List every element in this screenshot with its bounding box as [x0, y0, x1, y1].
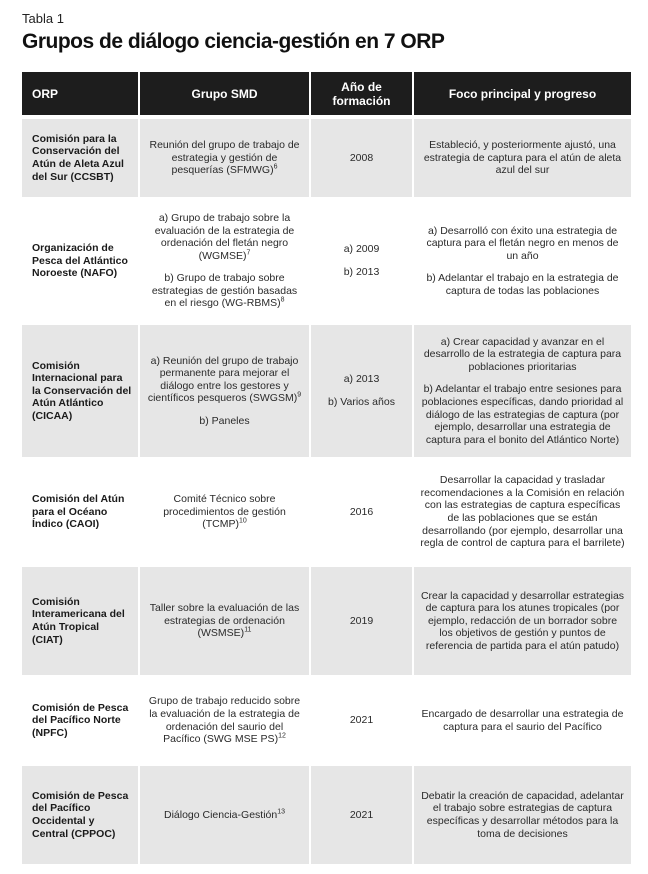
cell-anio-text: 2021 [349, 808, 374, 821]
cell-grupo-smd-paragraph [146, 355, 303, 405]
cell-foco-text: Encargado de desarrollar una estrategia de captura para el saurio del Pacífico [421, 707, 624, 733]
footnote-marker: 11 [244, 626, 252, 634]
cell-orp: Comisión Interamericana del Atún Tropical (CIAT) [22, 565, 139, 677]
cell-anio [310, 117, 413, 199]
footnote-marker: 8 [280, 296, 285, 304]
cell-foco-paragraph [420, 272, 625, 297]
cell-foco [413, 764, 631, 864]
cell-foco-paragraph [420, 336, 625, 374]
header-foco: Foco principal y progreso [413, 72, 631, 117]
footnote-marker: 7 [246, 249, 251, 257]
cell-grupo-smd-text: Grupo de trabajo reducido sobre la evaluación de la estrategia de ordenación del saurio del Pacífico (SWG MSE PS) [148, 695, 301, 746]
cell-foco [413, 199, 631, 323]
cell-foco-text: b) Adelantar el trabajo entre sesiones para poblaciones específicas, dando prioridad al diálogo de las estrategias de captura (por ejemplo, desarrollar una estrategia de captura para el bonito del Atlántico Norte) [421, 383, 624, 446]
paragraph-gap [420, 262, 625, 272]
cell-grupo-smd-paragraph [146, 695, 303, 745]
cell-anio-text: b) Varios años [328, 396, 395, 408]
paragraph-gap [317, 256, 406, 266]
footnote-marker: 9 [297, 391, 302, 399]
table-row [22, 323, 631, 459]
header-grupo-smd: Grupo SMD [139, 72, 310, 117]
table-row [22, 764, 631, 864]
cell-anio [310, 677, 413, 764]
footnote-marker: 10 [238, 517, 247, 525]
cell-grupo-smd-text: Reunión del grupo de trabajo de estrategia y gestión de pesquerías (SFMWG) [149, 139, 300, 177]
cell-anio-text: 2021 [349, 714, 374, 727]
table-caption: Tabla 1 [22, 11, 64, 26]
cell-anio-paragraph [317, 615, 406, 628]
cell-foco-text: Debatir la creación de capacidad, adelantar el trabajo sobre estrategias de captura específicas y desarrollar métodos para la toma de decisiones [421, 789, 624, 840]
cell-grupo-smd-paragraph [146, 493, 303, 531]
cell-anio-paragraph [317, 373, 406, 386]
cell-grupo-smd [139, 565, 310, 677]
cell-foco-text: a) Desarrolló con éxito una estrategia de captura para el fletán negro en menos de un año [426, 224, 619, 262]
table-row [22, 117, 631, 199]
cell-foco-paragraph [420, 139, 625, 177]
cell-grupo-smd-paragraph [146, 809, 303, 822]
cell-grupo-smd-text: Diálogo Ciencia-Gestión [163, 808, 278, 821]
cell-anio-paragraph [317, 243, 406, 256]
cell-grupo-smd-paragraph [146, 139, 303, 177]
cell-anio [310, 764, 413, 864]
cell-grupo-smd-paragraph [146, 602, 303, 640]
cell-foco-text: a) Crear capacidad y avanzar en el desarrollo de la estrategia de captura para poblaciones prioritarias [423, 335, 622, 373]
cell-grupo-smd-text: b) Grupo de trabajo sobre estrategias de gestión basadas en el riesgo (WG-RBMS) [151, 272, 298, 310]
cell-foco-text: Crear la capacidad y desarrollar estrategias de captura para los atunes tropicales (por ejemplo, redacción de un borrador sobre los objetivos de gestión y puntos de referencia de partida para el atún patudo) [420, 589, 625, 652]
table-row [22, 565, 631, 677]
cell-orp: Comisión del Atún para el Océano Índico (CAOI) [22, 459, 139, 565]
cell-anio-paragraph [317, 266, 406, 279]
cell-foco-paragraph [420, 590, 625, 653]
footnote-marker: 6 [273, 163, 278, 171]
cell-foco-text: Desarrollar la capacidad y trasladar recomendaciones a la Comisión en relación con las estrategias de captura específicas de las poblaciones que se están desarrollando (por ejemplo, desarrollar una regla de control de captura para el barrilete) [420, 474, 625, 550]
table-row [22, 677, 631, 764]
cell-foco [413, 117, 631, 199]
cell-grupo-smd [139, 323, 310, 459]
cell-anio-text: 2019 [349, 614, 374, 627]
cell-grupo-smd-paragraph [146, 272, 303, 310]
cell-anio [310, 565, 413, 677]
cell-anio-paragraph [317, 809, 406, 822]
cell-foco [413, 677, 631, 764]
cell-orp: Comisión Internacional para la Conservación del Atún Atlántico (CICAA) [22, 323, 139, 459]
cell-anio [310, 459, 413, 565]
footnote-marker: 12 [278, 732, 286, 740]
cell-orp: Comisión de Pesca del Pacífico Norte (NPFC) [22, 677, 139, 764]
cell-foco-text: Estableció, y posteriormente ajustó, una estrategia de captura para el atún de aleta azul del sur [423, 139, 622, 177]
cell-grupo-smd [139, 459, 310, 565]
cell-grupo-smd-text: Taller sobre la evaluación de las estrategias de ordenación (WSMSE) [149, 602, 300, 640]
cell-anio-paragraph [317, 506, 406, 519]
cell-foco-paragraph [420, 790, 625, 840]
cell-orp: Comisión de Pesca del Pacífico Occidental y Central (CPPOC) [22, 764, 139, 864]
cell-anio-text: a) 2009 [343, 243, 380, 256]
cell-grupo-smd [139, 199, 310, 323]
cell-grupo-smd [139, 677, 310, 764]
table-row [22, 199, 631, 323]
cell-anio-text: 2008 [349, 151, 374, 164]
cell-anio-paragraph [317, 152, 406, 165]
cell-foco [413, 459, 631, 565]
cell-grupo-smd-text: a) Reunión del grupo de trabajo permanente para mejorar el diálogo entre los gestores y científicos pesqueros (SWGSM) [147, 354, 299, 405]
cell-anio-text: a) 2013 [343, 373, 380, 386]
cell-foco-paragraph [420, 383, 625, 446]
cell-grupo-smd-text: Comité Técnico sobre procedimientos de gestión (TCMP) [163, 493, 286, 531]
paragraph-gap [146, 405, 303, 415]
cell-foco [413, 565, 631, 677]
page-title: Grupos de diálogo ciencia-gestión en 7 ORP [22, 30, 445, 53]
cell-grupo-smd [139, 117, 310, 199]
cell-foco [413, 323, 631, 459]
footnote-marker: 13 [277, 808, 286, 816]
cell-anio-paragraph [317, 396, 406, 409]
cell-grupo-smd-paragraph [146, 415, 303, 428]
paragraph-gap [146, 262, 303, 272]
cell-foco-text: b) Adelantar el trabajo en la estrategia de captura de todas las poblaciones [426, 272, 619, 297]
cell-grupo-smd-text: a) Grupo de trabajo sobre la evaluación de la estrategia de ordenación del fletán negro (WGMSE) [154, 211, 295, 262]
cell-foco-paragraph [420, 225, 625, 263]
paragraph-gap [317, 386, 406, 396]
cell-orp: Comisión para la Conservación del Atún de Aleta Azul del Sur (CCSBT) [22, 117, 139, 199]
cell-grupo-smd [139, 764, 310, 864]
cell-anio-text: b) 2013 [343, 266, 380, 278]
paragraph-gap [420, 373, 625, 383]
cell-anio-paragraph [317, 714, 406, 727]
table-row [22, 459, 631, 565]
orp-table [22, 72, 631, 864]
cell-grupo-smd-text: b) Paneles [199, 414, 250, 427]
header-anio-text: Año de formación [332, 79, 391, 108]
cell-foco-paragraph [420, 708, 625, 733]
cell-grupo-smd-paragraph [146, 212, 303, 262]
cell-anio [310, 323, 413, 459]
cell-anio-text: 2016 [349, 505, 374, 518]
cell-foco-paragraph [420, 474, 625, 550]
cell-orp: Organización de Pesca del Atlántico Noroeste (NAFO) [22, 199, 139, 323]
header-orp: ORP [22, 72, 139, 117]
cell-anio [310, 199, 413, 323]
table-header-row [22, 72, 631, 117]
header-anio [310, 72, 413, 117]
